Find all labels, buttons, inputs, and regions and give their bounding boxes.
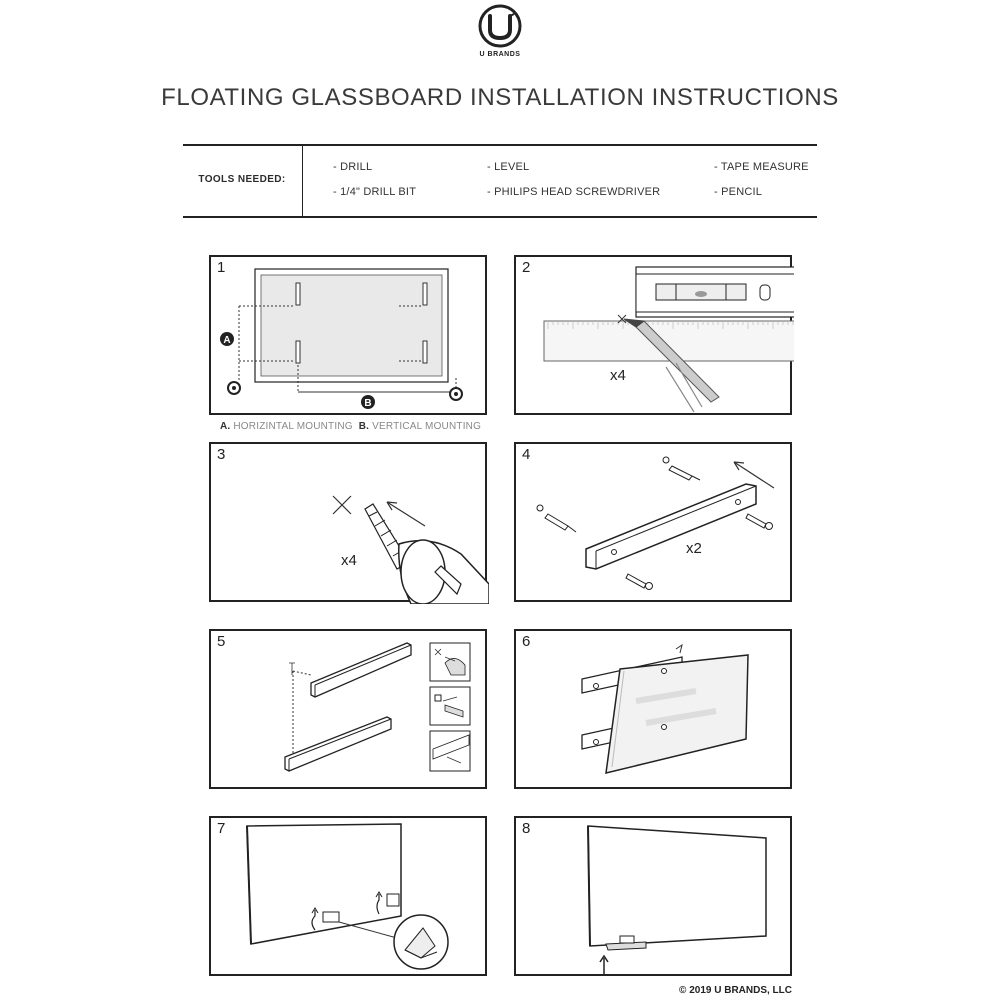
rail-mounting-diagram xyxy=(516,444,794,604)
step-number: 5 xyxy=(217,633,226,650)
step-6-panel xyxy=(514,629,792,789)
tools-divider xyxy=(302,145,303,216)
step-5-panel xyxy=(209,629,487,789)
level-and-pencil-diagram xyxy=(516,257,794,417)
tool-screwdriver: - PHILIPS HEAD SCREWDRIVER xyxy=(487,186,661,198)
tool-drill: - DRILL xyxy=(333,161,373,173)
caption-b-key: B. xyxy=(358,421,370,432)
quantity-label: x4 xyxy=(610,367,626,384)
marker-a-badge xyxy=(220,332,234,346)
step-1-panel xyxy=(209,255,487,415)
drill-diagram xyxy=(211,444,489,604)
step-number: 7 xyxy=(217,820,226,837)
brand-name: U BRANDS xyxy=(479,51,521,58)
quantity-label: x2 xyxy=(686,540,702,557)
tools-needed-label: TOOLS NEEDED: xyxy=(198,174,286,185)
copyright: © 2019 U BRANDS, LLC xyxy=(679,985,792,996)
svg-text:B: B xyxy=(364,398,372,409)
rail-spacing-diagram xyxy=(211,631,489,791)
step-number: 3 xyxy=(217,446,226,463)
caption-a-text: HORIZINTAL MOUNTING xyxy=(233,421,353,432)
step-number: 6 xyxy=(522,633,531,650)
tool-level: - LEVEL xyxy=(487,161,530,173)
tool-drill-bit: - 1/4" DRILL BIT xyxy=(333,186,417,198)
finished-board-diagram xyxy=(516,818,794,978)
caption-b-text: VERTICAL MOUNTING xyxy=(372,421,482,432)
tool-tape-measure: - TAPE MEASURE xyxy=(714,161,809,173)
mounting-caption xyxy=(220,421,481,432)
marker-tray-diagram xyxy=(211,818,489,978)
caption-a-key: A. xyxy=(220,421,231,432)
quantity-label: x4 xyxy=(341,552,357,569)
step-7-panel xyxy=(209,816,487,976)
step-8-panel xyxy=(514,816,792,976)
step-number: 8 xyxy=(522,820,531,837)
marker-b-badge xyxy=(361,395,375,409)
svg-text:A: A xyxy=(223,335,231,346)
step-number: 1 xyxy=(217,259,226,276)
hang-glassboard-diagram xyxy=(516,631,794,791)
tools-bottom-rule xyxy=(183,216,817,218)
step-3-panel xyxy=(209,442,487,602)
step-number: 2 xyxy=(522,259,531,276)
step-number: 4 xyxy=(522,446,531,463)
tool-pencil: - PENCIL xyxy=(714,186,763,198)
step-4-panel xyxy=(514,442,792,602)
tools-top-rule xyxy=(183,144,817,146)
board-mounting-diagram xyxy=(211,257,489,417)
step-2-panel xyxy=(514,255,792,415)
page-title: FLOATING GLASSBOARD INSTALLATION INSTRUCTIONS xyxy=(161,84,839,111)
